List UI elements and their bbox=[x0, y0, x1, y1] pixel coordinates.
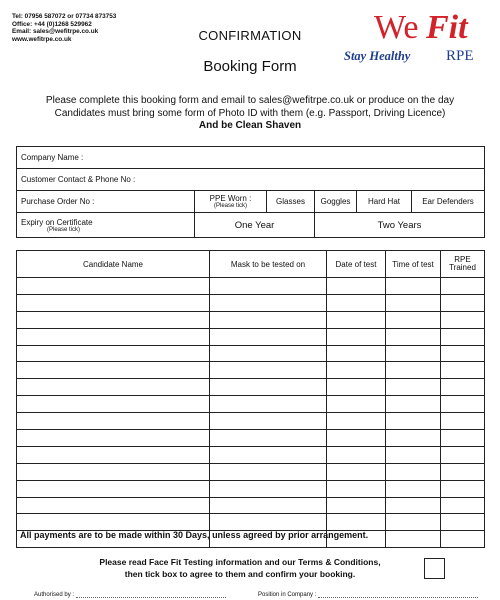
candidate-name-cell[interactable] bbox=[17, 430, 210, 447]
ppe-goggles-option[interactable]: Goggles bbox=[315, 191, 357, 213]
page-title: CONFIRMATION bbox=[198, 28, 302, 43]
time-cell[interactable] bbox=[386, 480, 441, 497]
ppe-tick-hint: (Please tick) bbox=[213, 203, 247, 209]
mask-cell[interactable] bbox=[210, 311, 327, 328]
contact-tel: Tel: 07956 587072 or 07734 873753 bbox=[12, 13, 117, 20]
candidate-row bbox=[17, 430, 485, 447]
company-name-field[interactable] bbox=[17, 147, 485, 169]
instruction-line-2: Candidates must bring some form of Photo ID with them (e.g. Passport, Driving Licence) bbox=[54, 107, 446, 119]
booking-info-table bbox=[16, 146, 485, 238]
ppe-worn-label: PPE Worn : bbox=[209, 194, 252, 203]
position-line bbox=[318, 597, 478, 598]
rpe-trained-cell[interactable] bbox=[441, 463, 485, 480]
company-name-label: Company Name : bbox=[21, 153, 84, 162]
mask-cell[interactable] bbox=[210, 463, 327, 480]
mask-cell[interactable] bbox=[210, 480, 327, 497]
candidate-name-cell[interactable] bbox=[17, 328, 210, 345]
candidate-name-cell[interactable] bbox=[17, 497, 210, 514]
time-cell[interactable] bbox=[386, 446, 441, 463]
mask-cell[interactable] bbox=[210, 328, 327, 345]
candidate-name-cell[interactable] bbox=[17, 379, 210, 396]
mask-cell[interactable] bbox=[210, 379, 327, 396]
candidate-row bbox=[17, 278, 485, 295]
candidates-header-row bbox=[17, 251, 485, 278]
rpe-trained-cell[interactable] bbox=[441, 328, 485, 345]
instruction-line-1: Please complete this booking form and email to sales@wefitrpe.co.uk or produce on the day bbox=[45, 95, 455, 106]
time-cell[interactable] bbox=[386, 379, 441, 396]
mask-cell[interactable] bbox=[210, 362, 327, 379]
col-candidate-name: Candidate Name bbox=[17, 251, 210, 278]
candidate-name-cell[interactable] bbox=[17, 514, 210, 531]
col-date: Date of test bbox=[327, 251, 386, 278]
instructions bbox=[0, 95, 500, 133]
date-cell[interactable] bbox=[327, 514, 386, 531]
time-cell[interactable] bbox=[386, 362, 441, 379]
mask-cell[interactable] bbox=[210, 446, 327, 463]
mask-cell[interactable] bbox=[210, 345, 327, 362]
candidate-name-cell[interactable] bbox=[17, 362, 210, 379]
date-cell[interactable] bbox=[327, 446, 386, 463]
candidate-row bbox=[17, 345, 485, 362]
col-mask: Mask to be tested on bbox=[210, 251, 327, 278]
date-cell[interactable] bbox=[327, 396, 386, 413]
time-cell[interactable] bbox=[386, 328, 441, 345]
time-cell[interactable] bbox=[386, 278, 441, 295]
time-cell[interactable] bbox=[386, 311, 441, 328]
terms-line-2: then tick box to agree to them and confirm your booking. bbox=[124, 569, 356, 579]
candidate-name-cell[interactable] bbox=[17, 463, 210, 480]
logo-rpe: RPE bbox=[446, 48, 474, 64]
position-label: Position in Company : bbox=[258, 592, 317, 598]
candidate-row bbox=[17, 497, 485, 514]
candidate-row bbox=[17, 446, 485, 463]
candidate-name-cell[interactable] bbox=[17, 413, 210, 430]
date-cell[interactable] bbox=[327, 497, 386, 514]
candidate-row bbox=[17, 463, 485, 480]
date-cell[interactable] bbox=[327, 345, 386, 362]
mask-cell[interactable] bbox=[210, 514, 327, 531]
time-cell[interactable] bbox=[386, 413, 441, 430]
candidates-table bbox=[16, 250, 485, 548]
candidate-row bbox=[17, 294, 485, 311]
time-cell[interactable] bbox=[386, 345, 441, 362]
mask-cell[interactable] bbox=[210, 430, 327, 447]
contact-details bbox=[12, 13, 116, 43]
candidate-row bbox=[17, 379, 485, 396]
terms-notice bbox=[60, 556, 420, 580]
rpe-trained-cell[interactable] bbox=[441, 396, 485, 413]
ppe-hard-hat-option[interactable]: Hard Hat bbox=[357, 191, 412, 213]
date-cell[interactable] bbox=[327, 311, 386, 328]
date-cell[interactable] bbox=[327, 362, 386, 379]
candidate-name-cell[interactable] bbox=[17, 480, 210, 497]
position-field[interactable] bbox=[258, 592, 478, 598]
rpe-trained-cell[interactable] bbox=[441, 294, 485, 311]
mask-cell[interactable] bbox=[210, 413, 327, 430]
candidate-name-cell[interactable] bbox=[17, 446, 210, 463]
expiry-one-year-option[interactable]: One Year bbox=[195, 213, 315, 238]
candidate-row bbox=[17, 362, 485, 379]
date-cell[interactable] bbox=[327, 463, 386, 480]
authorised-by-line bbox=[76, 597, 226, 598]
expiry-label: Expiry on Certificate bbox=[21, 217, 93, 227]
rpe-trained-cell[interactable] bbox=[441, 278, 485, 295]
date-cell[interactable] bbox=[327, 328, 386, 345]
customer-contact-field[interactable] bbox=[17, 169, 485, 191]
candidate-name-cell[interactable] bbox=[17, 345, 210, 362]
candidate-row bbox=[17, 413, 485, 430]
payment-terms: All payments are to be made within 30 Days, unless agreed by prior arrangement. bbox=[20, 530, 369, 540]
authorised-by-label: Authorised by : bbox=[34, 592, 75, 598]
terms-agree-checkbox[interactable] bbox=[424, 558, 445, 579]
candidate-name-cell[interactable] bbox=[17, 311, 210, 328]
candidate-row bbox=[17, 396, 485, 413]
rpe-trained-cell[interactable] bbox=[441, 514, 485, 531]
mask-cell[interactable] bbox=[210, 396, 327, 413]
time-cell[interactable] bbox=[386, 463, 441, 480]
candidate-row bbox=[17, 311, 485, 328]
candidate-name-cell[interactable] bbox=[17, 294, 210, 311]
rpe-trained-cell[interactable] bbox=[441, 345, 485, 362]
terms-line-1: Please read Face Fit Testing information and our Terms & Conditions, bbox=[99, 557, 381, 567]
contact-office: Office: +44 (0)1268 529962 bbox=[12, 20, 92, 28]
mask-cell[interactable] bbox=[210, 278, 327, 295]
time-cell[interactable] bbox=[386, 531, 441, 548]
col-rpe-trained: RPE Trained bbox=[441, 251, 485, 278]
rpe-trained-cell[interactable] bbox=[441, 497, 485, 514]
expiry-two-years-option[interactable]: Two Years bbox=[315, 213, 485, 238]
rpe-trained-cell[interactable] bbox=[441, 362, 485, 379]
customer-contact-label: Customer Contact & Phone No : bbox=[21, 175, 136, 184]
time-cell[interactable] bbox=[386, 294, 441, 311]
purchase-order-field[interactable] bbox=[17, 191, 195, 213]
ppe-worn-cell bbox=[195, 191, 267, 213]
logo-tagline: Stay Healthy bbox=[344, 49, 411, 63]
expiry-cell bbox=[17, 213, 195, 238]
rpe-trained-cell[interactable] bbox=[441, 413, 485, 430]
date-cell[interactable] bbox=[327, 278, 386, 295]
mask-cell[interactable] bbox=[210, 294, 327, 311]
purchase-order-label: Purchase Order No : bbox=[21, 197, 95, 206]
logo-fit: Fit bbox=[426, 9, 468, 46]
wefit-logo bbox=[342, 6, 490, 68]
candidate-name-cell[interactable] bbox=[17, 396, 210, 413]
contact-email: Email: sales@wefitrpe.co.uk bbox=[12, 28, 99, 36]
page-subtitle: Booking Form bbox=[203, 58, 297, 75]
rpe-trained-cell[interactable] bbox=[441, 480, 485, 497]
candidate-row bbox=[17, 514, 485, 531]
rpe-trained-cell[interactable] bbox=[441, 311, 485, 328]
date-cell[interactable] bbox=[327, 413, 386, 430]
mask-cell[interactable] bbox=[210, 497, 327, 514]
date-cell[interactable] bbox=[327, 294, 386, 311]
expiry-tick-hint: (Please tick) bbox=[47, 226, 81, 233]
rpe-trained-cell[interactable] bbox=[441, 446, 485, 463]
authorised-by-field[interactable] bbox=[34, 592, 226, 598]
candidate-row bbox=[17, 328, 485, 345]
rpe-trained-cell[interactable] bbox=[441, 430, 485, 447]
time-cell[interactable] bbox=[386, 396, 441, 413]
candidates-body bbox=[17, 278, 485, 548]
instruction-line-3: And be Clean Shaven bbox=[198, 120, 302, 131]
ppe-glasses-option[interactable]: Glasses bbox=[267, 191, 315, 213]
date-cell[interactable] bbox=[327, 379, 386, 396]
col-time: Time of test bbox=[386, 251, 441, 278]
date-cell[interactable] bbox=[327, 430, 386, 447]
rpe-trained-cell[interactable] bbox=[441, 531, 485, 548]
logo-we: We bbox=[374, 9, 419, 46]
contact-web: www.wefitrpe.co.uk bbox=[12, 35, 72, 43]
candidate-row bbox=[17, 480, 485, 497]
time-cell[interactable] bbox=[386, 514, 441, 531]
ppe-ear-defenders-option[interactable]: Ear Defenders bbox=[412, 191, 485, 213]
rpe-trained-cell[interactable] bbox=[441, 379, 485, 396]
time-cell[interactable] bbox=[386, 497, 441, 514]
time-cell[interactable] bbox=[386, 430, 441, 447]
date-cell[interactable] bbox=[327, 480, 386, 497]
candidate-name-cell[interactable] bbox=[17, 278, 210, 295]
